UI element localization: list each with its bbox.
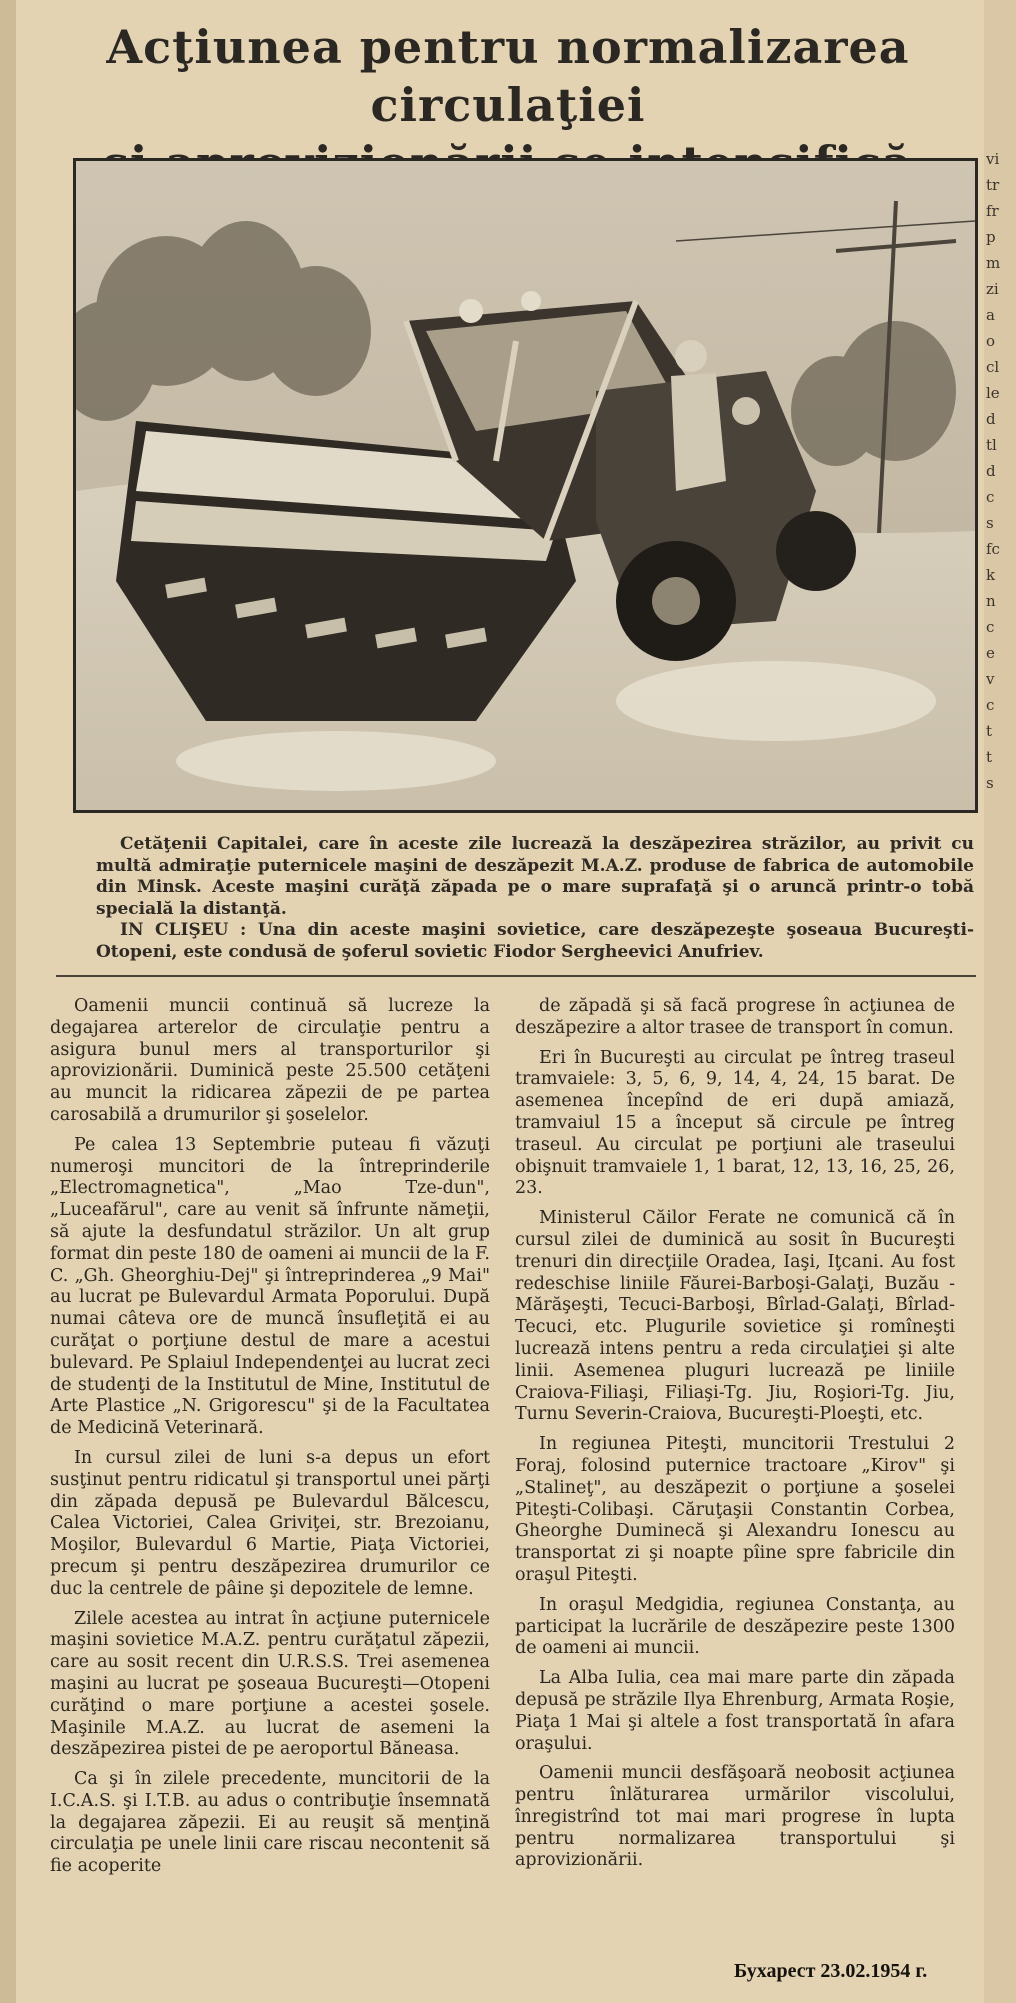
margin-fragment: n bbox=[986, 592, 996, 610]
margin-fragment: m bbox=[986, 254, 1001, 272]
margin-fragment: v bbox=[986, 670, 995, 688]
margin-fragment: le bbox=[986, 384, 1000, 402]
margin-fragment: tl bbox=[986, 436, 997, 454]
right-paragraph: Oamenii muncii desfăşoară neobosit acţiunea pentru înlăturarea urmărilor viscolului, înregistrînd tot mai mari progrese în lupta pentru normalizarea transportului şi aprovizionării. bbox=[515, 1763, 955, 1871]
margin-fragment: c bbox=[986, 488, 995, 506]
left-paragraph: Oamenii muncii continuă să lucreze la degajarea arterelor de circulaţie pentru a asigura bunul mers al transporturilor şi aprovizionării. Duminică peste 25.500 cetăţeni au muncit la ridicarea zăpezii de pe partea carosabilă a drumurilor şi şoselelor. bbox=[50, 996, 490, 1125]
margin-fragment: s bbox=[986, 514, 994, 532]
margin-fragment: tr bbox=[986, 176, 1000, 194]
margin-fragment: k bbox=[986, 566, 996, 584]
caption-paragraph-1: Cetăţenii Capitalei, care în aceste zile lucrează la deszăpezirea străzilor, au privit cu multă admiraţie puternicele maşini de deszăpezit M.A.Z. produse de fabrica de automobile din Minsk. Aceste maşini curăţă zăpada pe o mare suprafaţă şi o aruncă printr-o tobă specială la distanţă. bbox=[96, 834, 974, 919]
photo-caption bbox=[96, 834, 974, 963]
headline-line-1: Acţiunea pentru normalizarea circulaţiei bbox=[106, 20, 910, 132]
article-column-left bbox=[50, 996, 490, 1886]
margin-fragment: zi bbox=[986, 280, 999, 298]
caption-divider bbox=[56, 975, 976, 977]
margin-fragment: t bbox=[986, 722, 993, 740]
caption-text: Una din aceste maşini sovietice, care deszăpezeşte şoseaua Bucureşti-Otopeni, este condusă de şoferul sovietic Fiodor Sergheevici Anufriev. bbox=[96, 920, 974, 962]
caption-lead: IN CLIŞEU : bbox=[120, 920, 247, 940]
left-paragraph: Pe calea 13 Septembrie puteau fi văzuţi numeroşi muncitori de la întreprinderile „Electromagnetica", „Mao Tze-dun", „Luceafărul", care au venit să înfrunte nămeţii, să ajute la desfundatul străzilor. Un alt grup format din peste 180 de oameni ai muncii de la F. C. „Gh. Gheorghiu-Dej" şi întreprinderea „9 Mai" au lucrat pe Bulevardul Armata Poporului. După numai câteva ore de muncă însufleţită ei au curăţat o porţiune destul de mare a acestui bulevard. Pe Splaiul Independenţei au lucrat zeci de studenţi de la Institutul de Mine, Institutul de Arte Plastice „N. Grigorescu" şi de la Facultatea de Medicină Veterinară. bbox=[50, 1134, 490, 1439]
right-paragraph: de zăpadă şi să facă progrese în acţiunea de deszăpezire a altor trasee de transport în comun. bbox=[515, 996, 955, 1038]
margin-fragment: p bbox=[986, 228, 996, 246]
signature-date-stamp: Бухарест 23.02.1954 г. bbox=[730, 1960, 931, 1983]
snow-plow-photo bbox=[73, 158, 978, 813]
margin-fragment: c bbox=[986, 696, 995, 714]
right-paragraph: Ministerul Căilor Ferate ne comunică că în cursul zilei de duminică au sosit în Bucureşti trenuri din direcţiile Oradea, Iaşi, Iţcani. Au fost redeschise liniile Făurei-Barboşi-Galaţi, Buzău - Mărăşeşti, Tecuci-Barboşi, Bîrlad-Galaţi, Bîrlad-Tecuci, etc. Plugurile sovietice şi romîneşti lucrează intens pentru a reda circulaţiei şi alte linii. Asemenea pluguri lucrează pe liniile Craiova-Filiaşi, Filiaşi-Tg. Jiu, Roşiori-Tg. Jiu, Turnu Severin-Craiova, Bucureşti-Ploeşti, etc. bbox=[515, 1208, 955, 1425]
newspaper-clipping bbox=[16, 0, 1000, 2003]
left-paragraph: Zilele acestea au intrat în acţiune puternicele maşini sovietice M.A.Z. pentru curăţatul zăpezii, care au sosit recent din U.R.S.S. Trei asemenea maşini au lucrat pe şoseaua Bucureşti—Otopeni curăţind o mare porţiune a acestei şosele. Maşinile M.A.Z. au lucrat de asemeni la deszăpezirea pistei de pe aeroportul Băneasa. bbox=[50, 1608, 490, 1760]
margin-fragment: d bbox=[986, 462, 996, 480]
right-paragraph: In oraşul Medgidia, regiunea Constanţa, au participat la lucrările de deszăpezire peste 1300 de oameni ai muncii. bbox=[515, 1594, 955, 1659]
left-page-edge bbox=[0, 0, 16, 2003]
photo-illustration bbox=[76, 161, 975, 810]
adjacent-column-edge bbox=[984, 0, 1016, 2003]
margin-fragment: t bbox=[986, 748, 993, 766]
article-column-right bbox=[515, 996, 955, 1880]
left-paragraph: In cursul zilei de luni s-a depus un efort susţinut pentru ridicatul şi transportul unei părţi din zăpada depusă pe Bulevardul Bălcescu, Calea Victoriei, Calea Griviţei, str. Brezoianu, Moşilor, Bulevardul 6 Martie, Piaţa Victoriei, precum şi pentru deszăpezirea drumurilor ce duc la centrele de pâine şi depozitele de lemne. bbox=[50, 1447, 490, 1599]
margin-fragment: a bbox=[986, 306, 995, 324]
margin-fragment: fr bbox=[986, 202, 999, 220]
margin-fragment: c bbox=[986, 618, 995, 636]
right-paragraph: In regiunea Piteşti, muncitorii Trestului 2 Foraj, folosind puternice tractoare „Kirov" şi „Stalineţ", au deszăpezit o porţiune a şoselei Piteşti-Colibaşi. Căruţaşii Constantin Corbea, Gheorghe Duminecă şi Alexandru Ionescu au transportat zi şi noapte pîine spre fabricile din oraşul Piteşti. bbox=[515, 1434, 955, 1585]
margin-fragment: e bbox=[986, 644, 995, 662]
margin-fragment: vi bbox=[986, 150, 1000, 168]
margin-fragment: s bbox=[986, 774, 994, 792]
right-paragraph: Eri în Bucureşti au circulat pe întreg traseul tramvaiele: 3, 5, 6, 9, 14, 4, 24, 15 barat. De asemenea începînd de eri după amiază, tramvaiul 15 a început să circule pe întreg traseul. Au circulat pe porţiuni ale traseului obişnuit tramvaiele 1, 1 barat, 12, 13, 16, 25, 26, 23. bbox=[515, 1047, 955, 1199]
margin-fragment: d bbox=[986, 410, 996, 428]
margin-fragment: o bbox=[986, 332, 996, 350]
caption-paragraph-2 bbox=[96, 920, 974, 963]
margin-fragment: fc bbox=[986, 540, 1000, 558]
margin-fragment: cl bbox=[986, 358, 1000, 376]
left-paragraph: Ca şi în zilele precedente, muncitorii de la I.C.A.S. şi I.T.B. au adus o contribuţie însemnată la degajarea zăpezii. Ei au reuşit să menţină circulaţia pe unele linii care riscau necontenit să fie acoperite bbox=[50, 1769, 490, 1877]
right-paragraph: La Alba Iulia, cea mai mare parte din zăpada depusă pe străzile Ilya Ehrenburg, Armata Roşie, Piaţa 1 Mai şi altele a fost transportată în afara oraşului. bbox=[515, 1668, 955, 1754]
